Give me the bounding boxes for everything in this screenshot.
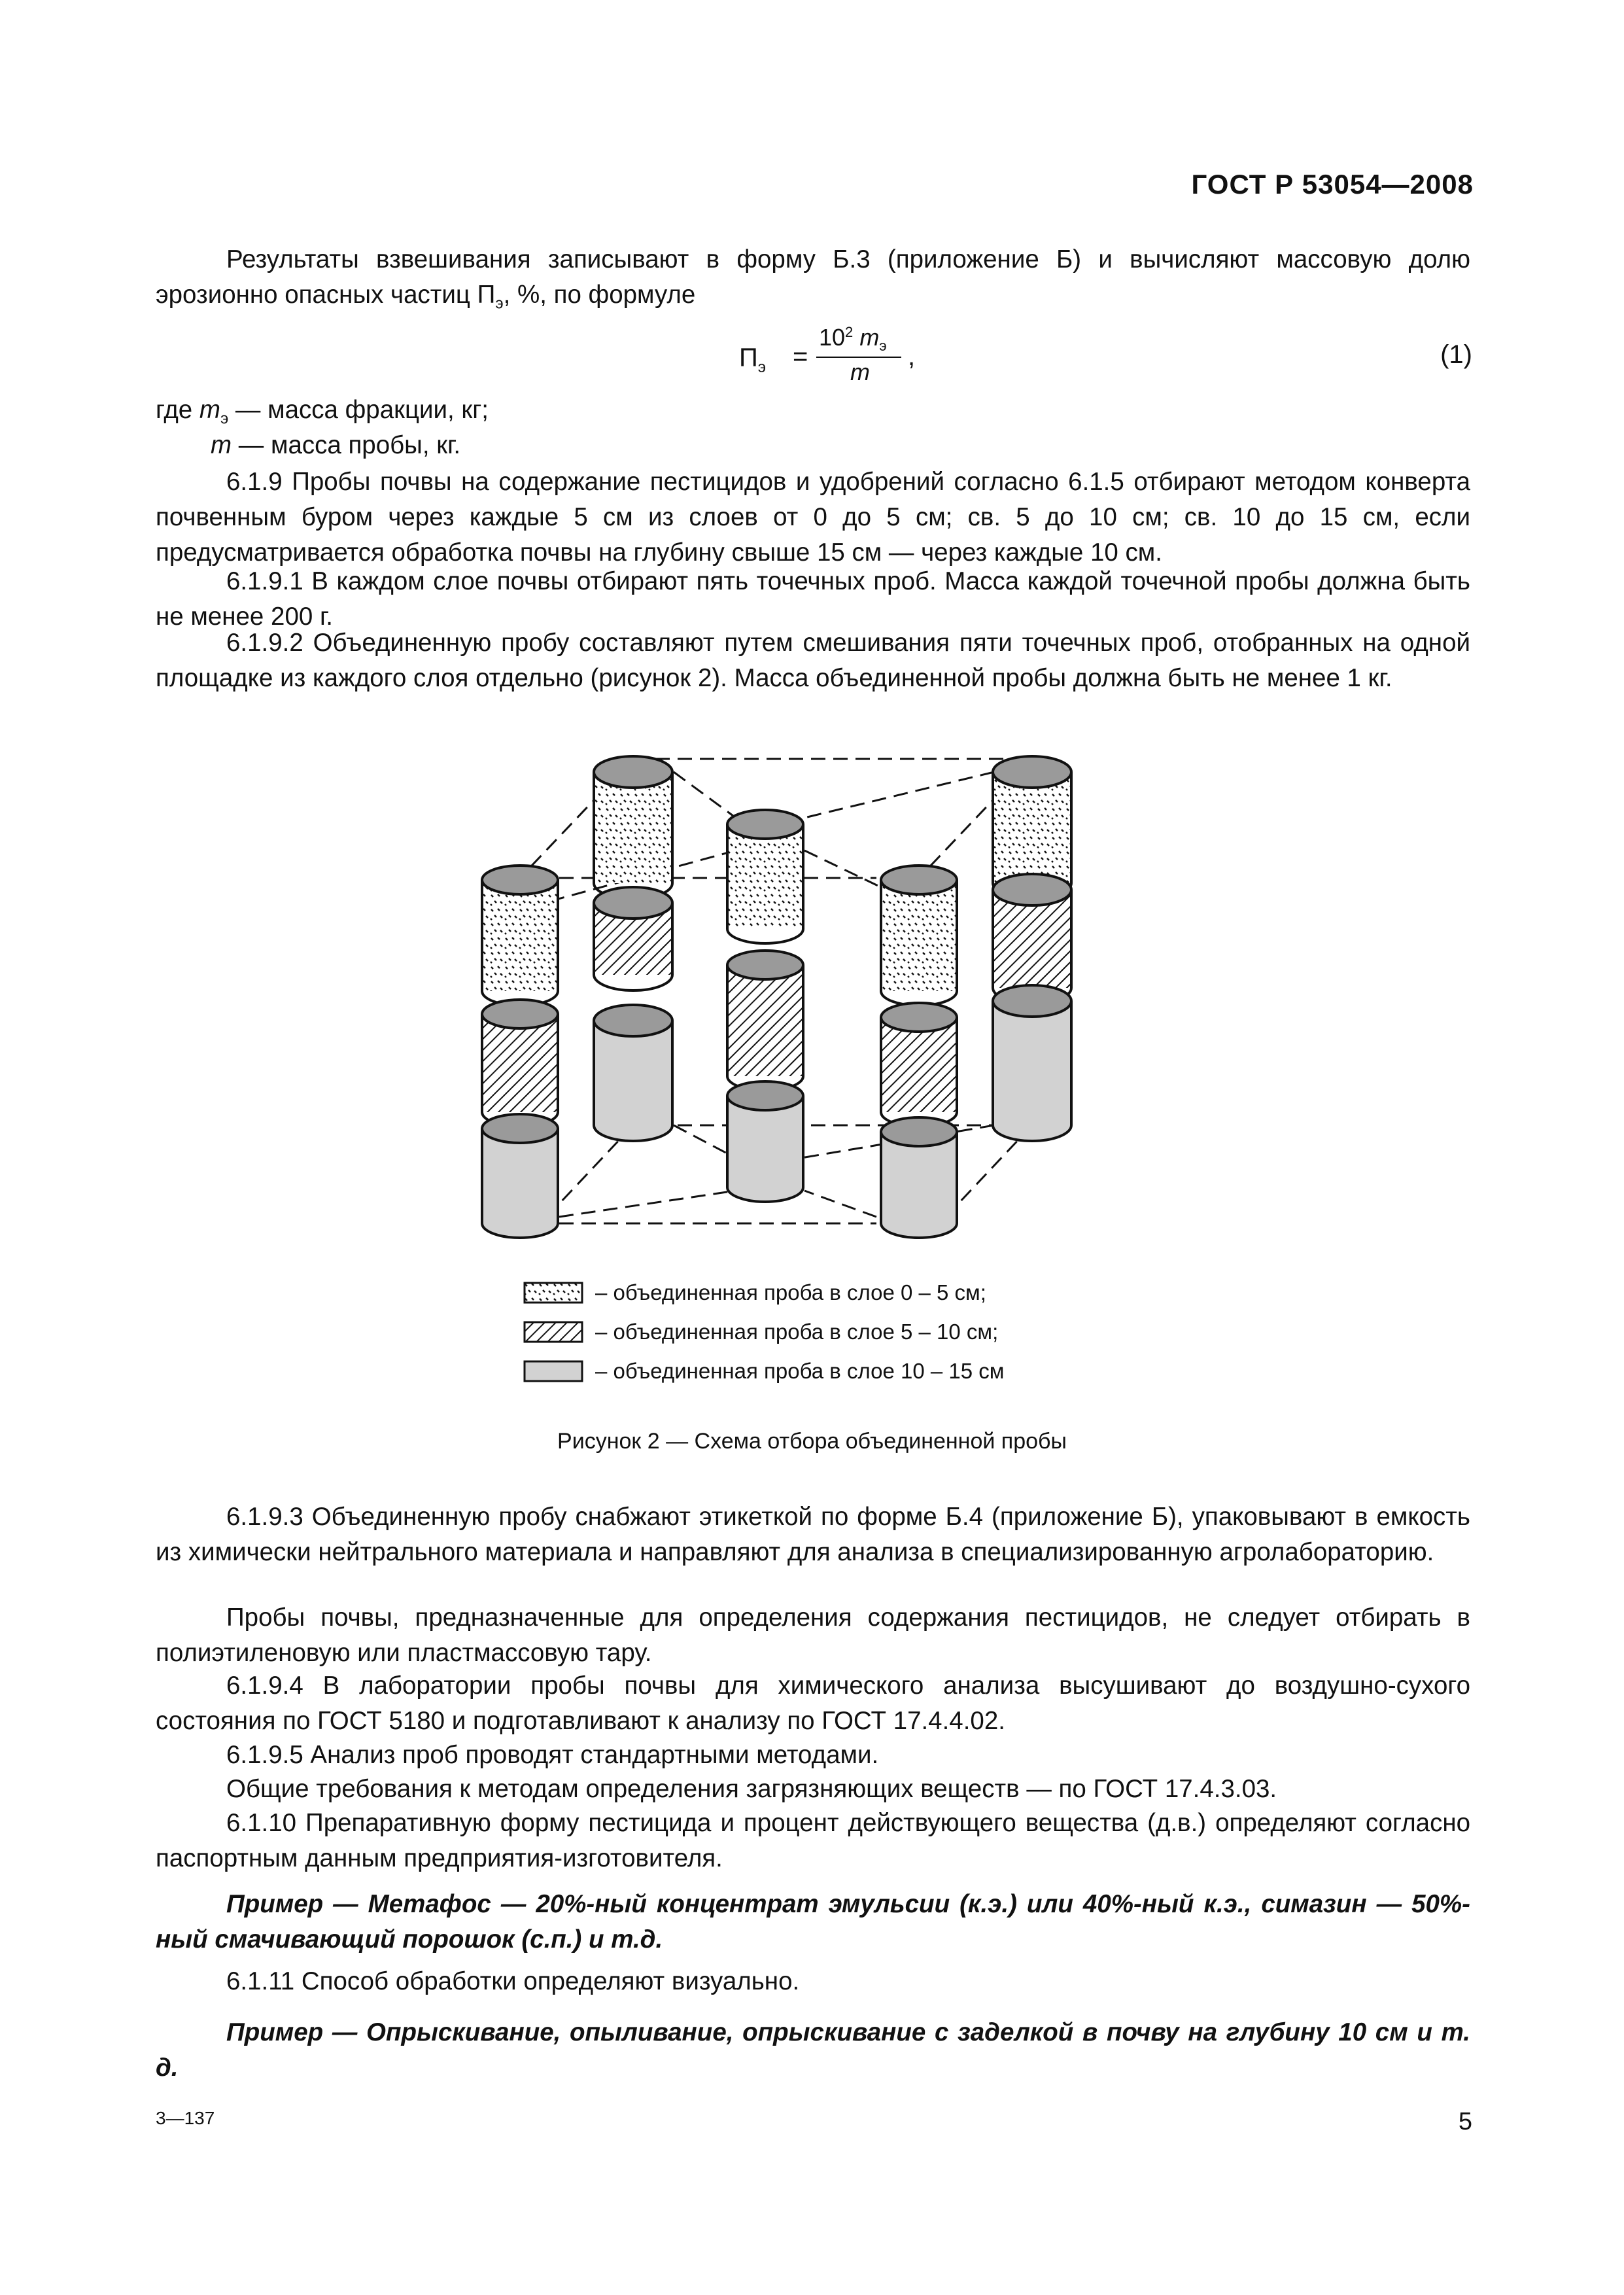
- figure-caption: Рисунок 2 — Схема отбора объединенной пробы: [557, 1429, 1067, 1454]
- legend-item-5-10cm: – объединенная проба в слое 5 – 10 см;: [523, 1319, 998, 1345]
- paragraph-6-1-9: 6.1.9 Пробы почвы на содержание пестицидов и удобрений согласно 6.1.5 отбирают методом конверта почвенным буром через каждые 5 см из слоев от 0 до 5 см; св. 5 до 10 см; св. 10 до 15 см, если предусматривается обработка почвы на глубину свыше 15 см — через каждые 10 см.: [156, 468, 1470, 567]
- formula-denominator: m: [850, 359, 870, 385]
- example-treatment-methods: Пример — Опрыскивание, опыливание, опрыскивание с заделкой в почву на глубину 10 см и т. д.: [156, 2018, 1470, 2082]
- paragraph-pesticide-containers: Пробы почвы, предназначенные для определения содержания пестицидов, не следует отбирать в полиэтиленовую или пластмассовую тару.: [156, 1603, 1470, 1667]
- dots-swatch-icon: [523, 1282, 583, 1304]
- formula-comma: ,: [908, 342, 916, 371]
- sample-column-back-left: [594, 756, 672, 1141]
- legend-item-10-15cm: – объединенная проба в слое 10 – 15 см: [523, 1358, 1004, 1384]
- sample-column-front-left: [482, 866, 558, 1238]
- sample-column-back-right: [993, 756, 1071, 1141]
- paragraph-6-1-10: 6.1.10 Препаративную форму пестицида и процент действующего вещества (д.в.) определяют согласно паспортным данным предприятия-изготовителя.: [156, 1809, 1470, 1872]
- formula-number: (1): [1440, 340, 1472, 369]
- sample-column-front-right: [881, 866, 957, 1238]
- formula-numerator: $10^2$ $m_э$: [819, 324, 887, 355]
- document-standard-number: ГОСТ Р 53054—2008: [1191, 169, 1474, 200]
- paragraph-6-1-9-1: 6.1.9.1 В каждом слое почвы отбирают пять точечных проб. Масса каждой точечной пробы должна быть не менее 200 г.: [156, 567, 1470, 631]
- formula-equals: =: [793, 342, 808, 371]
- paragraph-6-1-9-4: 6.1.9.4 В лаборатории пробы почвы для химического анализа высушивают до воздушно-сухого состояния по ГОСТ 5180 и подготавливают к анализу по ГОСТ 17.4.4.02.: [156, 1672, 1470, 1735]
- legend-item-0-5cm: – объединенная проба в слое 0 – 5 см;: [523, 1280, 986, 1306]
- solid-swatch-icon: [523, 1360, 583, 1382]
- formula-lhs: $П_э$: [739, 343, 766, 376]
- paragraph-general-requirements: Общие требования к методам определения загрязняющих веществ — по ГОСТ 17.4.3.03.: [226, 1775, 1277, 1803]
- sample-column-center: [727, 810, 803, 1202]
- where-line-1: где $m_э$ — масса фракции, кг;: [156, 396, 489, 428]
- example-pesticide-forms: Пример — Метафос — 20%-ный концентрат эмульсии (к.э.) или 40%-ный к.э., симазин — 50%-ный смачивающий порошок (с.п.) и т.д.: [156, 1890, 1470, 1953]
- footer-sheet-code: 3—137: [156, 2108, 215, 2128]
- where-line-2: m — масса пробы, кг.: [211, 431, 461, 459]
- paragraph-6-1-9-5: 6.1.9.5 Анализ проб проводят стандартными методами.: [226, 1741, 879, 1769]
- paragraph-6-1-9-3: 6.1.9.3 Объединенную пробу снабжают этикеткой по форме Б.4 (приложение Б), упаковывают в емкость из химически нейтрального материала и направляют для анализа в специализированную агролабораторию.: [156, 1503, 1470, 1566]
- page-number: 5: [1458, 2108, 1472, 2135]
- hatch-swatch-icon: [523, 1321, 583, 1343]
- paragraph-weighing-results: Результаты взвешивания записывают в форму Б.3 (приложение Б) и вычисляют массовую долю эрозионно опасных частиц $П_э$, %, по формуле: [156, 245, 1470, 313]
- paragraph-6-1-9-2: 6.1.9.2 Объединенную пробу составляют путем смешивания пяти точечных проб, отобранных на одной площадке из каждого слоя отдельно (рисунок 2). Масса объединенной пробы должна быть не менее 1 кг.: [156, 629, 1470, 692]
- paragraph-6-1-11: 6.1.11 Способ обработки определяют визуально.: [226, 1967, 800, 1995]
